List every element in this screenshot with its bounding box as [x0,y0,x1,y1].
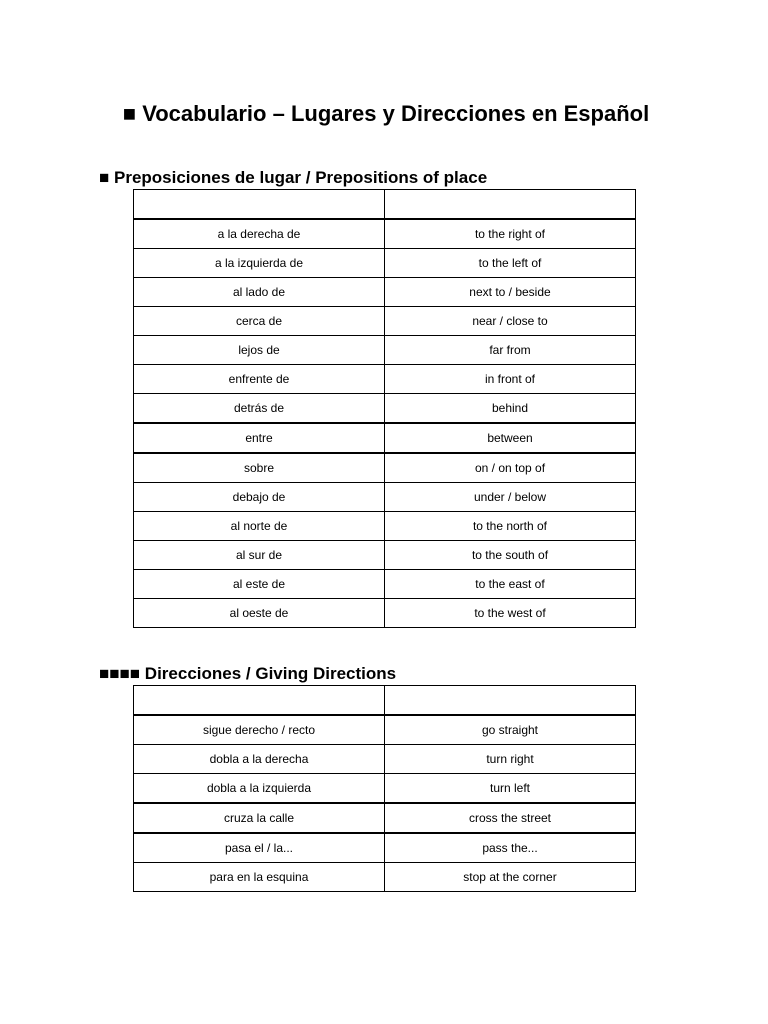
spanish-term: al sur de [134,541,385,570]
spanish-term: sobre [134,453,385,483]
english-term: in front of [385,365,636,394]
header-cell-english [385,190,636,220]
table-row [134,833,636,863]
spanish-term: dobla a la derecha [134,745,385,774]
english-term: behind [385,394,636,424]
spanish-term: lejos de [134,336,385,365]
spanish-term: cruza la calle [134,803,385,833]
table-row [134,219,636,249]
spanish-term: detrás de [134,394,385,424]
prepositions-table [133,189,636,628]
table-row [134,423,636,453]
english-term: turn right [385,745,636,774]
spanish-term: enfrente de [134,365,385,394]
spanish-term: al lado de [134,278,385,307]
english-term: turn left [385,774,636,804]
spanish-term: para en la esquina [134,863,385,892]
table-row [134,365,636,394]
spanish-term: sigue derecho / recto [134,715,385,745]
english-term: far from [385,336,636,365]
table-row [134,599,636,628]
english-term: to the north of [385,512,636,541]
english-term: to the south of [385,541,636,570]
table-row [134,570,636,599]
spanish-term: al este de [134,570,385,599]
header-cell-english [385,686,636,716]
spanish-term: pasa el / la... [134,833,385,863]
english-term: go straight [385,715,636,745]
spanish-term: cerca de [134,307,385,336]
section-heading-directions: ■■■■ Direcciones / Giving Directions [99,664,397,683]
english-term: cross the street [385,803,636,833]
english-term: near / close to [385,307,636,336]
table-row [134,863,636,892]
english-term: to the left of [385,249,636,278]
table-row [134,745,636,774]
table-row [134,774,636,804]
spanish-term: a la izquierda de [134,249,385,278]
spanish-term: entre [134,423,385,453]
english-term: between [385,423,636,453]
directions-table [133,685,636,892]
table-row [134,453,636,483]
table-row [134,278,636,307]
english-term: to the east of [385,570,636,599]
table-row [134,715,636,745]
table-row [134,803,636,833]
english-term: on / on top of [385,453,636,483]
table-header-row [134,686,636,716]
spanish-term: al oeste de [134,599,385,628]
spanish-term: debajo de [134,483,385,512]
header-cell-spanish [134,190,385,220]
table-row [134,249,636,278]
document-title: ■ Vocabulario – Lugares y Direcciones en Español [122,101,650,126]
english-term: to the right of [385,219,636,249]
table-row [134,512,636,541]
table-header-row [134,190,636,220]
table-row [134,483,636,512]
section-heading-prepositions: ■ Preposiciones de lugar / Prepositions of place [99,168,488,187]
spanish-term: a la derecha de [134,219,385,249]
english-term: pass the... [385,833,636,863]
table-row [134,394,636,424]
spanish-term: dobla a la izquierda [134,774,385,804]
english-term: next to / beside [385,278,636,307]
spanish-term: al norte de [134,512,385,541]
header-cell-spanish [134,686,385,716]
english-term: under / below [385,483,636,512]
table-row [134,307,636,336]
table-row [134,336,636,365]
english-term: stop at the corner [385,863,636,892]
table-row [134,541,636,570]
english-term: to the west of [385,599,636,628]
